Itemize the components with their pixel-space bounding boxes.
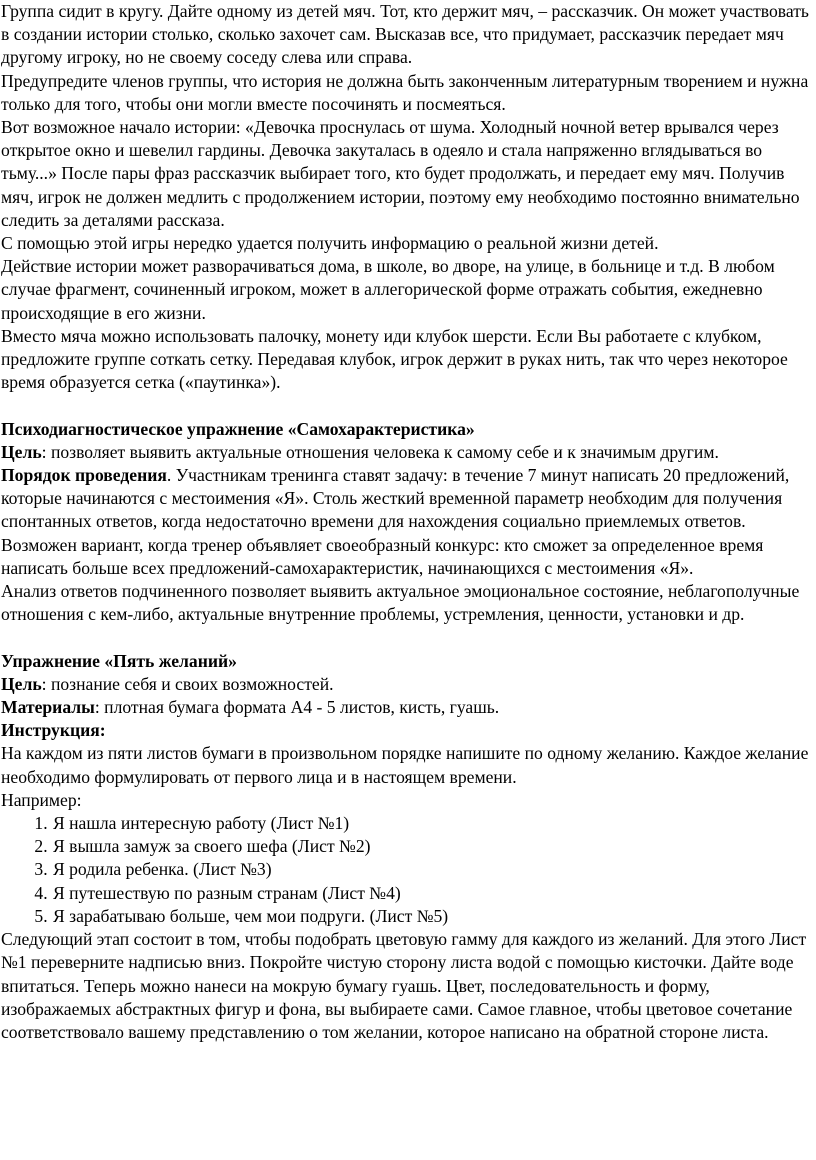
exercise1-title (1, 418, 816, 441)
exercise2-title-text: Упражнение «Пять желаний» (1, 650, 237, 671)
exercise2-goal-label: Цель (1, 673, 42, 694)
exercise2-next-step: Следующий этап состоит в том, чтобы подобрать цветовую гамму для каждого из желаний. Для этого Лист №1 переверните надписью вниз. Покройте чистую сторону листа водой с помощью кисточки. Дайте воде впитаться. Теперь можно нанеси на мокрую бумагу гуашь. Цвет, последовательность и форму, изображаемых абстрактных фигур и фона, вы выбираете сами. Самое главное, чтобы цветовое сочетание соответствовало вашему представлению о том желании, которое написано на обратной стороне листа. (1, 929, 807, 1042)
exercise2-materials-label: Материалы (1, 697, 95, 718)
spacer (1, 394, 816, 417)
list-item: 2. Я вышла замуж за своего шефа (Лист №2) (52, 835, 816, 858)
exercise2-materials (1, 696, 816, 719)
intro-paragraph-1: Группа сидит в кругу. Дайте одному из детей мяч. Тот, кто держит мяч, – рассказчик. Он может участвовать в создании истории столько, сколько захочет сам. Высказав все, что придумает, рассказчик передает мяч другому игроку, но не своему соседу слева или справа. (1, 1, 809, 68)
exercise2-materials-text: : плотная бумага формата А4 - 5 листов, кисть, гуашь. (94, 697, 500, 718)
exercise1-goal-label: Цель (1, 441, 42, 462)
exercise1-analysis: Анализ ответов подчиненного позволяет выявить актуальное эмоциональное состояние, неблагополучные отношения с кем-либо, актуальные внутренние проблемы, устремления, ценности, установки и др. (1, 581, 800, 625)
exercise1-title-text: Психодиагностическое упражнение «Самохарактеристика» (1, 418, 475, 439)
intro-paragraph-5: Действие истории может разворачиваться дома, в школе, во дворе, на улице, в больнице и т.д. В любом случае фрагмент, сочиненный игроком, может в аллегорической форме отражать события, ежедневно происходящие в его жизни. (1, 256, 775, 323)
intro-paragraph-2: Предупредите членов группы, что история не должна быть законченным литературным творением и нужна только для того, чтобы они могли вместе посочинять и посмеяться. (1, 70, 809, 114)
exercise1-procedure-text: . Участникам тренинга ставят задачу: в течение 7 минут написать 20 предложений, которые начинаются с местоимения «Я». Столь жесткий временной параметр необходим для получения спонтанных ответов, когда недостаточно времени для нахождения социально приемлемых ответов. (1, 465, 790, 532)
exercise1-procedure-label: Порядок проведения (1, 465, 167, 486)
list-item: 4. Я путешествую по разным странам (Лист №4) (52, 882, 816, 905)
exercise2-instruction-label: Инструкция: (1, 720, 106, 741)
exercise2-title (1, 650, 816, 673)
exercise2-goal (1, 673, 816, 696)
intro-paragraph-3: Вот возможное начало истории: «Девочка проснулась от шума. Холодный ночной ветер врывался через открытое окно и шевелил гардины. Девочка закуталась в одеяло и стала напряженно вглядываться во тьму...» После пары фраз рассказчик выбирает того, кто будет продолжать, и передает ему мяч. Получив мяч, игрок не должен медлить с продолжением истории, поэтому ему необходимо постоянно внимательно следить за деталями рассказа. (1, 117, 800, 230)
exercise1-goal-text: : позволяет выявить актуальные отношения человека к самому себе и к значимым другим. (41, 441, 719, 462)
exercise1-procedure (1, 464, 816, 534)
list-item: 5. Я зарабатываю больше, чем мои подруги. (Лист №5) (52, 905, 816, 928)
wishes-list (1, 812, 816, 928)
spacer (1, 626, 816, 649)
exercise2-goal-text: : познание себя и своих возможностей. (41, 673, 334, 694)
exercise2-example-label: Например: (1, 789, 82, 810)
list-item: 3. Я родила ребенка. (Лист №3) (52, 858, 816, 881)
exercise2-instruction (1, 719, 816, 742)
exercise2-instruction-text: На каждом из пяти листов бумаги в произвольном порядке напишите по одному желанию. Каждое желание необходимо формулировать от первого лица и в настоящем времени. (1, 743, 809, 787)
intro-paragraph-4: С помощью этой игры нередко удается получить информацию о реальной жизни детей. (1, 233, 659, 254)
list-item: 1. Я нашла интересную работу (Лист №1) (52, 812, 816, 835)
exercise1-goal (1, 441, 816, 464)
intro-paragraph-6: Вместо мяча можно использовать палочку, монету иди клубок шерсти. Если Вы работаете с клубком, предложите группе соткать сетку. Передавая клубок, игрок держит в руках нить, так что через некоторое время образуется сетка («паутинка»). (1, 325, 788, 393)
exercise1-variant: Возможен вариант, когда тренер объявляет своеобразный конкурс: кто сможет за определенное время написать больше всех предложений-самохарактеристик, начинающихся с местоимения «Я». (1, 534, 764, 578)
